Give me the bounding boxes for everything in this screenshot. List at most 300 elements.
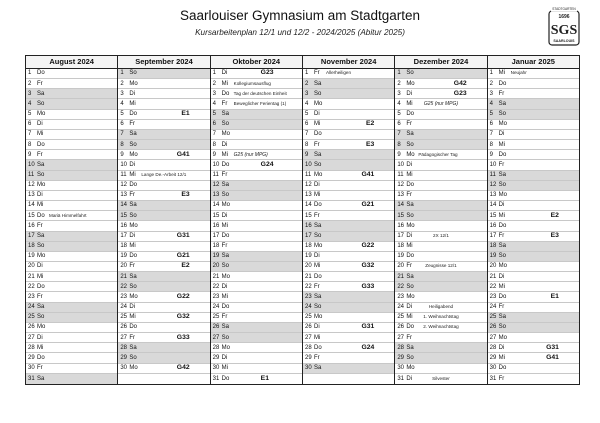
day-cell: [395, 140, 486, 150]
day-number: 27: [489, 334, 497, 341]
day-cell: [395, 191, 486, 201]
day-number: 16: [212, 222, 220, 229]
day-number: 31: [489, 375, 497, 382]
day-cell: [395, 262, 486, 272]
weekday: Di: [498, 344, 505, 351]
day-number: 21: [120, 273, 128, 280]
weekday: Mo: [37, 111, 46, 118]
weekday: So: [498, 253, 506, 260]
day-cell: [211, 160, 302, 170]
weekday: Mo: [498, 192, 507, 199]
day-number: 29: [397, 354, 404, 361]
day-number: 15: [304, 212, 312, 219]
weekday: Mo: [129, 80, 138, 87]
day-number: 3: [120, 90, 124, 97]
weekday: Mo: [313, 314, 323, 321]
weekday: Fr: [406, 121, 412, 128]
weekday: Fr: [129, 334, 135, 341]
day-cell: [488, 303, 579, 313]
day-number: 27: [304, 334, 312, 341]
month-column: [211, 56, 303, 384]
weekday: So: [221, 263, 229, 270]
day-number: 18: [489, 243, 497, 250]
day-cell: [118, 374, 209, 384]
day-cell: [118, 303, 209, 313]
day-number: 6: [120, 121, 124, 128]
logo-year: 1696: [558, 14, 570, 20]
exam-code: E2: [550, 211, 559, 219]
weekday: Mi: [313, 263, 321, 270]
weekday: Do: [498, 80, 507, 87]
day-cell: [211, 99, 302, 109]
weekday: Sa: [129, 344, 137, 351]
day-number: 23: [304, 293, 312, 300]
weekday: Di: [221, 70, 228, 77]
day-number: 24: [120, 304, 128, 311]
day-cell: [26, 364, 117, 374]
day-cell: [488, 211, 579, 221]
day-cell: [488, 242, 579, 252]
day-cell: [303, 89, 394, 99]
day-number: 18: [28, 243, 35, 250]
weekday: So: [129, 354, 137, 361]
day-cell: [118, 191, 209, 201]
day-number: 9: [28, 151, 32, 158]
day-number: 16: [489, 222, 497, 229]
weekday: Mo: [313, 100, 323, 107]
day-cell: [488, 181, 579, 191]
day-number: 17: [120, 232, 128, 239]
day-cell: [395, 303, 486, 313]
weekday: Fr: [37, 80, 43, 87]
day-number: 12: [28, 182, 35, 189]
weekday: Di: [37, 192, 43, 199]
day-number: 4: [120, 100, 124, 107]
day-cell: [118, 181, 209, 191]
day-number: 22: [120, 283, 128, 290]
day-cell: [118, 272, 209, 282]
day-number: 23: [397, 293, 404, 300]
weekday: Fr: [37, 293, 43, 300]
exam-code: G24: [260, 160, 274, 168]
weekday: Di: [313, 324, 320, 331]
weekday: Do: [129, 253, 137, 260]
day-number: 19: [28, 253, 35, 260]
exam-code: E2: [181, 262, 190, 270]
weekday: Mi: [37, 202, 44, 209]
day-cell: [303, 140, 394, 150]
weekday: Fr: [221, 314, 228, 321]
day-number: 17: [489, 232, 497, 239]
day-number: 30: [120, 364, 128, 371]
weekday: Di: [37, 121, 43, 128]
weekday: Mo: [37, 324, 46, 331]
day-number: 8: [212, 141, 216, 148]
day-number: 18: [397, 243, 404, 250]
weekday: Sa: [313, 222, 322, 229]
day-number: 12: [212, 182, 220, 189]
day-note: Allerheiligen: [325, 70, 352, 76]
day-cell: [395, 353, 486, 363]
day-number: 19: [489, 253, 497, 260]
day-cell: [395, 323, 486, 333]
weekday: Do: [406, 253, 414, 260]
page-header: [0, 0, 600, 56]
day-number: 1: [120, 70, 124, 77]
day-note: Heiligabend: [428, 304, 454, 310]
day-cell: [303, 252, 394, 262]
day-cell: [488, 323, 579, 333]
weekday: Mi: [129, 314, 136, 321]
day-cell: [488, 79, 579, 89]
day-cell: [118, 333, 209, 343]
day-number: 28: [120, 344, 128, 351]
day-number: 14: [212, 202, 220, 209]
day-cell: [395, 79, 486, 89]
day-cell: [395, 150, 486, 160]
day-cell: [211, 201, 302, 211]
month-header: August 2024: [26, 56, 117, 69]
weekday: Mo: [313, 243, 323, 250]
weekday: Mo: [37, 182, 46, 189]
weekday: Sa: [406, 344, 414, 351]
day-cell: [118, 242, 209, 252]
weekday: Sa: [498, 314, 506, 321]
day-cell: [118, 150, 209, 160]
weekday: Di: [498, 273, 505, 280]
day-cell: [26, 262, 117, 272]
weekday: So: [406, 141, 414, 148]
weekday: Di: [406, 161, 412, 168]
day-number: 23: [212, 293, 220, 300]
weekday: Fr: [129, 263, 135, 270]
month-header: Januar 2025: [488, 56, 579, 69]
day-cell: [488, 171, 579, 181]
day-number: 17: [212, 232, 220, 239]
weekday: Mi: [313, 334, 321, 341]
exam-code: G41: [361, 171, 375, 178]
day-note: G25 (nur MPG): [423, 100, 459, 107]
day-number: 7: [304, 131, 309, 138]
day-number: 31: [212, 375, 220, 382]
day-cell: [303, 323, 394, 333]
day-number: 11: [304, 172, 312, 178]
day-number: 8: [28, 141, 32, 148]
weekday: Mo: [313, 172, 323, 178]
calendar-grid: [25, 55, 580, 385]
day-cell: [395, 201, 486, 211]
day-cell: [26, 221, 117, 231]
day-cell: [488, 140, 579, 150]
weekday: Do: [129, 182, 137, 189]
day-cell: [303, 333, 394, 343]
logo-top-text: STADTGARTEN: [552, 7, 576, 12]
day-cell: [303, 343, 394, 353]
day-number: 4: [212, 100, 216, 107]
weekday: Do: [498, 222, 507, 229]
day-number: 17: [28, 232, 35, 239]
weekday: Sa: [37, 304, 45, 311]
weekday: Di: [313, 111, 320, 118]
day-cell: [303, 150, 394, 160]
page-title: Saarlouiser Gymnasium am Stadtgarten: [179, 8, 421, 23]
weekday: Mi: [313, 192, 321, 199]
day-cell: [303, 191, 394, 201]
day-number: 4: [28, 100, 32, 107]
day-cell: [26, 313, 117, 323]
day-cell: [488, 343, 579, 353]
exam-code: G31: [176, 231, 190, 239]
weekday: Fr: [129, 121, 135, 128]
weekday: So: [406, 212, 414, 219]
day-cell: [211, 130, 302, 140]
day-number: 16: [120, 222, 128, 229]
day-number: 20: [28, 263, 35, 270]
weekday: Mo: [221, 202, 230, 209]
day-number: 16: [28, 222, 35, 229]
day-number: 5: [212, 111, 216, 118]
exam-code: E1: [260, 374, 269, 382]
weekday: Do: [498, 151, 507, 158]
day-cell: [395, 272, 486, 282]
weekday: Sa: [498, 172, 506, 178]
day-number: 7: [28, 131, 32, 138]
day-cell: [118, 171, 209, 181]
day-number: 3: [304, 90, 309, 97]
day-number: 14: [304, 202, 312, 209]
weekday: Fr: [313, 141, 320, 148]
day-number: 22: [489, 283, 497, 290]
exam-code: E3: [181, 191, 190, 199]
weekday: Mo: [406, 151, 415, 158]
day-cell: [211, 150, 302, 160]
day-number: 25: [397, 314, 404, 321]
day-number: 31: [28, 375, 35, 382]
day-cell: [118, 201, 209, 211]
weekday: Sa: [406, 202, 414, 209]
day-number: 22: [212, 283, 220, 290]
day-cell: [303, 120, 394, 130]
day-number: 21: [28, 273, 35, 280]
weekday: Do: [37, 141, 45, 148]
day-number: 21: [489, 273, 497, 280]
weekday: Do: [406, 111, 414, 118]
day-number: 30: [28, 364, 35, 371]
day-number: 20: [304, 263, 312, 270]
day-number: 7: [212, 131, 216, 138]
day-note: 1. Weihnachtstag: [423, 314, 459, 320]
day-cell: [211, 292, 302, 302]
weekday: Mi: [498, 354, 505, 361]
day-number: 5: [28, 111, 32, 118]
day-cell: [488, 99, 579, 109]
exam-code: G21: [176, 252, 190, 260]
day-cell: [303, 99, 394, 109]
day-number: 28: [489, 344, 497, 351]
weekday: Mo: [406, 222, 415, 229]
day-cell: [488, 201, 579, 211]
day-number: 25: [489, 314, 497, 321]
day-number: 7: [489, 131, 493, 138]
day-number: 28: [212, 344, 220, 351]
day-cell: [26, 201, 117, 211]
day-cell: [488, 252, 579, 262]
day-cell: [211, 282, 302, 292]
day-cell: [395, 171, 486, 181]
weekday: Fr: [221, 243, 228, 250]
day-cell: [488, 353, 579, 363]
day-cell: [211, 242, 302, 252]
day-number: 28: [397, 344, 404, 351]
day-number: 2: [120, 80, 124, 87]
day-number: 26: [489, 324, 497, 331]
day-cell: [26, 150, 117, 160]
weekday: Do: [37, 354, 45, 361]
day-cell: [488, 232, 579, 242]
day-cell: [26, 333, 117, 343]
day-cell: [118, 353, 209, 363]
day-number: 7: [397, 131, 401, 138]
weekday: Mi: [129, 172, 136, 178]
day-cell: [211, 333, 302, 343]
weekday: Do: [221, 232, 230, 239]
exam-code: G22: [361, 242, 375, 250]
exam-code: G31: [546, 343, 559, 351]
day-number: 21: [397, 273, 404, 280]
weekday: Sa: [37, 375, 45, 382]
weekday: So: [498, 182, 506, 189]
day-cell: [395, 69, 486, 79]
day-cell: [303, 69, 394, 79]
day-number: 30: [212, 364, 220, 371]
weekday: Di: [221, 283, 228, 290]
weekday: So: [129, 283, 137, 290]
day-cell: [211, 323, 302, 333]
weekday: Mo: [221, 344, 230, 351]
day-number: 4: [397, 100, 401, 107]
day-cell: [488, 374, 579, 384]
exam-code: E1: [181, 110, 190, 118]
day-cell: [488, 262, 579, 272]
weekday: Do: [313, 344, 322, 351]
day-cell: [395, 110, 486, 120]
day-note: G25 (nur MPG): [233, 151, 268, 158]
weekday: Do: [313, 273, 322, 280]
month-column: [26, 56, 118, 384]
day-number: 15: [28, 212, 35, 219]
weekday: So: [313, 232, 322, 239]
weekday: Sa: [37, 90, 45, 97]
weekday: Fr: [498, 90, 505, 97]
day-cell: [488, 191, 579, 201]
day-number: 8: [397, 141, 401, 148]
day-cell: [26, 303, 117, 313]
month-column: [488, 56, 579, 384]
day-cell: [118, 140, 209, 150]
day-number: 11: [489, 172, 496, 178]
day-cell: [303, 201, 394, 211]
weekday: Mi: [313, 121, 321, 128]
day-number: 3: [489, 90, 493, 97]
day-cell: [303, 242, 394, 252]
day-cell: [303, 364, 394, 374]
weekday: Di: [129, 161, 135, 168]
day-cell: [211, 110, 302, 120]
day-number: 18: [120, 243, 128, 250]
day-number: 9: [212, 151, 216, 158]
day-cell: [488, 160, 579, 170]
weekday: Sa: [221, 253, 229, 260]
day-number: 26: [28, 324, 35, 331]
day-cell: [211, 69, 302, 79]
day-cell: [211, 140, 302, 150]
weekday: Di: [498, 131, 505, 138]
weekday: Fr: [498, 161, 505, 168]
day-number: 6: [304, 121, 309, 128]
day-number: 9: [489, 151, 493, 158]
weekday: Di: [129, 232, 135, 239]
day-cell: [118, 69, 209, 79]
day-cell: [26, 120, 117, 130]
day-cell: [303, 79, 394, 89]
weekday: So: [406, 283, 414, 290]
day-cell: [26, 140, 117, 150]
day-number: 31: [397, 375, 404, 382]
weekday: So: [221, 192, 229, 199]
day-cell: [395, 252, 486, 262]
day-cell: [118, 160, 209, 170]
day-number: 27: [397, 334, 404, 341]
page-subtitle: Kursarbeitenplan 12/1 und 12/2 - 2024/2025 (Abitur 2025): [195, 28, 405, 37]
day-number: 3: [397, 90, 401, 97]
weekday: Di: [129, 90, 135, 97]
weekday: Do: [221, 161, 230, 168]
weekday: Mo: [129, 293, 138, 300]
day-number: 2: [28, 80, 32, 87]
day-number: 27: [212, 334, 220, 341]
day-number: 24: [489, 304, 497, 311]
weekday: So: [37, 243, 45, 250]
day-number: 23: [120, 293, 128, 300]
weekday: Fr: [129, 192, 135, 199]
day-number: 12: [120, 182, 128, 189]
weekday: Di: [221, 141, 228, 148]
exam-code: G31: [361, 323, 375, 331]
day-cell: [26, 292, 117, 302]
weekday: So: [37, 314, 45, 321]
day-cell: [303, 313, 394, 323]
day-cell: [211, 262, 302, 272]
weekday: Fr: [37, 364, 43, 371]
day-cell: [488, 69, 579, 79]
day-number: 20: [120, 263, 128, 270]
day-number: 26: [304, 324, 312, 331]
day-number: 5: [120, 111, 124, 118]
weekday: Di: [37, 263, 43, 270]
weekday: Fr: [498, 232, 505, 239]
day-cell: [303, 282, 394, 292]
weekday: Sa: [498, 100, 506, 107]
weekday: Sa: [129, 273, 137, 280]
weekday: Sa: [406, 131, 414, 138]
day-cell: [26, 374, 117, 384]
day-number: 30: [304, 364, 312, 371]
day-cell: [211, 343, 302, 353]
day-number: 22: [304, 283, 312, 290]
day-cell: [303, 160, 394, 170]
day-cell: [118, 313, 209, 323]
day-number: 25: [212, 314, 220, 321]
